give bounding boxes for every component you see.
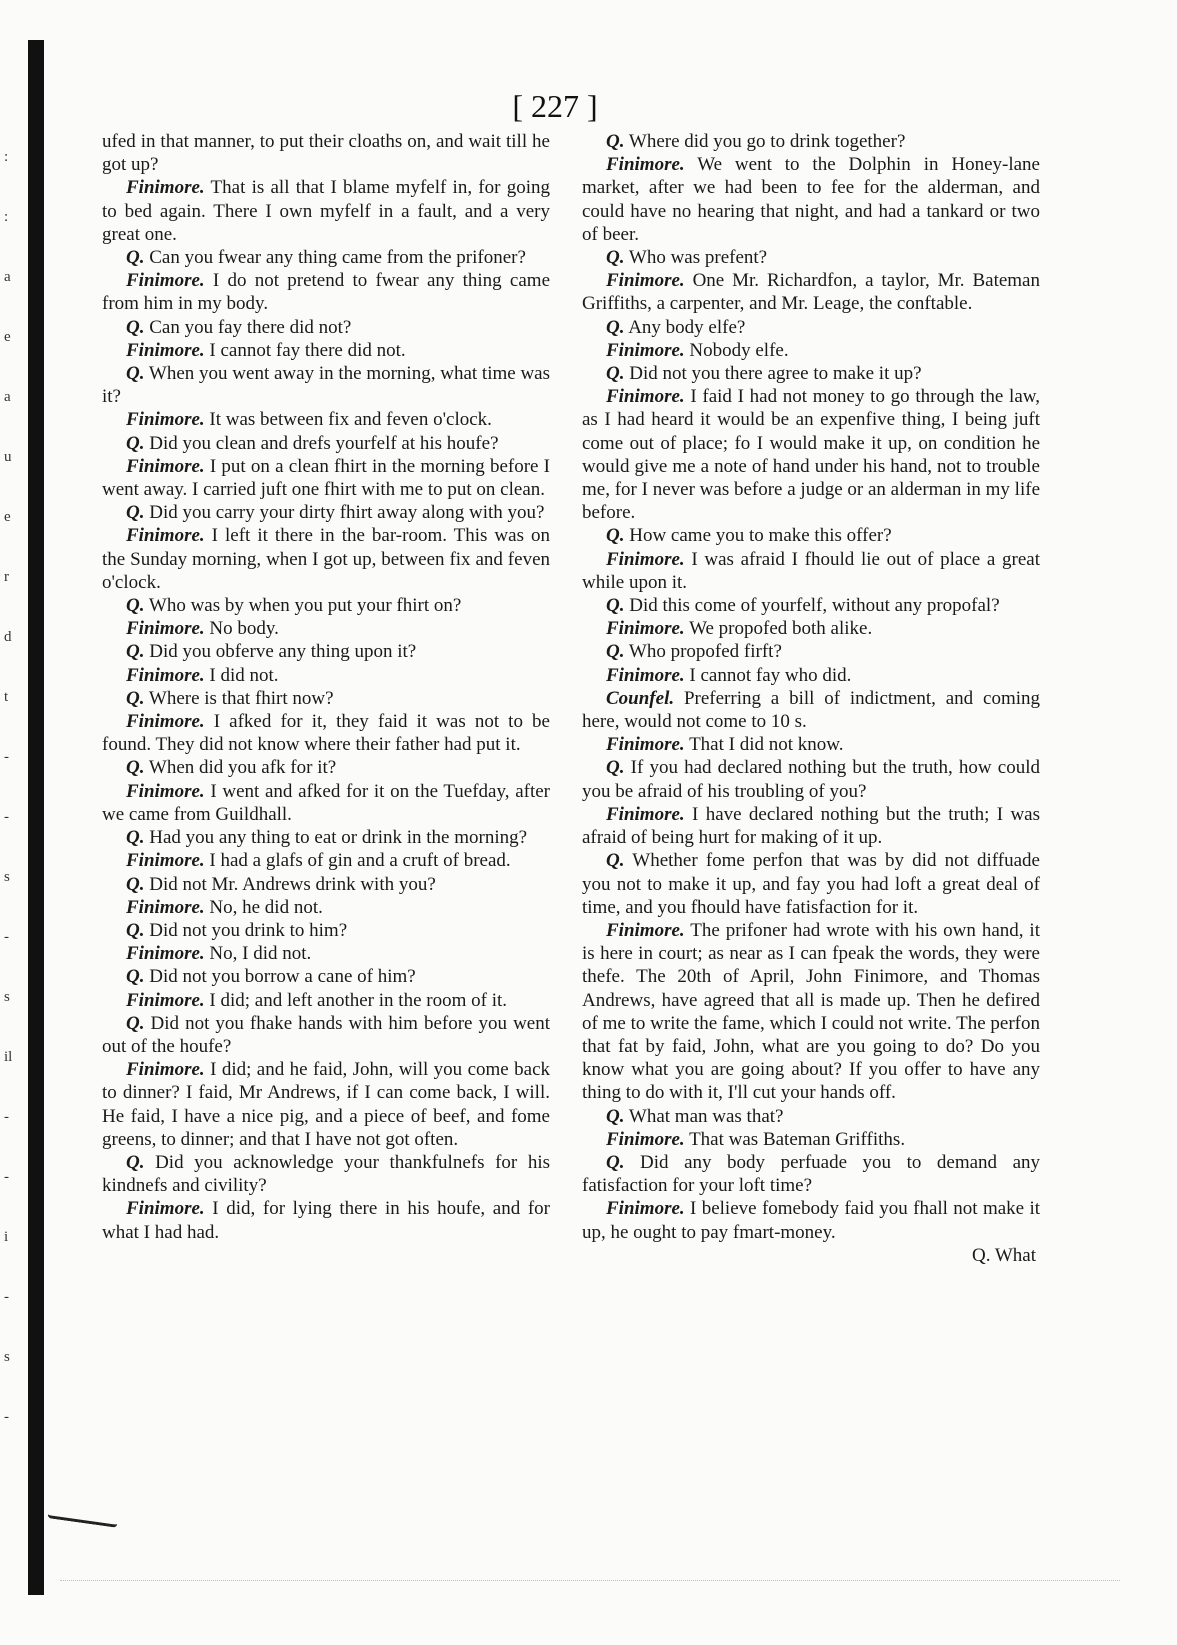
dialogue-paragraph <box>102 362 550 408</box>
speaker-label: Q. <box>126 641 145 663</box>
speaker-label: Q. <box>606 641 625 663</box>
dialogue-paragraph <box>102 919 550 942</box>
dialogue-paragraph <box>102 269 550 315</box>
speaker-label: Q. <box>606 247 625 269</box>
speaker-label: Finimore. <box>606 386 685 408</box>
dialogue-paragraph <box>102 246 550 269</box>
dialogue-text: Where is that fhirt now? <box>148 687 334 709</box>
dialogue-text: I cannot fay there did not. <box>209 339 406 361</box>
margin-fragment: s <box>4 869 10 885</box>
speaker-label: Q. <box>606 525 625 547</box>
speaker-label: Finimore. <box>126 177 205 199</box>
speaker-label: Finimore. <box>606 1128 685 1150</box>
speaker-label: Q. <box>606 1105 625 1127</box>
dialogue-text: Who propofed firft? <box>628 641 782 663</box>
margin-fragment: i <box>4 1229 9 1245</box>
speaker-label: Q. <box>126 919 145 941</box>
speaker-label: Q. <box>606 131 625 152</box>
dialogue-text: We went to the Dolphin in Honey-lane market, after we had been to fee for the alderman, and could have no hearing that night, and had a tankard or two of beer. <box>582 154 1040 245</box>
speaker-label: Q. <box>126 247 145 269</box>
dialogue-text: Can you fwear any thing came from the prifoner? <box>149 247 526 269</box>
dialogue-paragraph <box>582 316 1040 339</box>
dialogue-paragraph <box>582 548 1040 594</box>
margin-fragment: il <box>4 1049 13 1065</box>
dialogue-text: Did you obferve any thing upon it? <box>149 641 417 663</box>
dialogue-paragraph <box>102 1197 550 1243</box>
speaker-label: Q. <box>126 502 145 524</box>
speaker-label: Q. <box>126 1012 145 1034</box>
speaker-label: Finimore. <box>606 618 685 640</box>
dialogue-text: I have declared nothing but the truth; I was afraid of being hurt for making of it up. <box>582 803 1040 849</box>
dialogue-paragraph <box>102 873 550 896</box>
speaker-label: Finimore. <box>126 943 205 965</box>
speaker-label: Q. <box>606 757 625 779</box>
dialogue-text: When you went away in the morning, what time was it? <box>102 363 550 408</box>
dialogue-text: Any body elfe? <box>628 316 746 338</box>
dialogue-text: No, he did not. <box>209 896 323 918</box>
dialogue-paragraph <box>582 849 1040 919</box>
margin-fragment: a <box>4 269 11 285</box>
dialogue-paragraph <box>102 130 550 176</box>
dialogue-paragraph <box>102 849 550 872</box>
dialogue-paragraph <box>102 989 550 1012</box>
dialogue-paragraph <box>582 803 1040 849</box>
dialogue-text: Preferring a bill of indictment, and coming here, would not come to 10 s. <box>582 687 1040 733</box>
dialogue-paragraph <box>102 942 550 965</box>
speaker-label: Finimore. <box>126 455 205 477</box>
dialogue-paragraph <box>582 919 1040 1105</box>
dialogue-text: When did you afk for it? <box>148 757 337 779</box>
dialogue-paragraph <box>102 640 550 663</box>
speaker-label: Finimore. <box>126 618 205 640</box>
dialogue-paragraph <box>102 176 550 246</box>
dialogue-text: One Mr. Richardfon, a taylor, Mr. Bateman Griffiths, a carpenter, and Mr. Leage, the conftable. <box>582 270 1040 315</box>
speaker-label: Q. <box>126 757 145 779</box>
dialogue-text: ufed in that manner, to put their cloaths on, and wait till he got up? <box>102 131 550 176</box>
dialogue-paragraph <box>582 362 1040 385</box>
dialogue-paragraph <box>582 664 1040 687</box>
page-number: [ 227 ] <box>512 88 598 124</box>
dialogue-text: Did not you borrow a cane of him? <box>149 966 416 988</box>
speaker-label: Finimore. <box>126 850 205 872</box>
dialogue-paragraph <box>582 1128 1040 1151</box>
dialogue-paragraph <box>582 130 1040 153</box>
speaker-label: Finimore. <box>606 548 685 570</box>
speaker-label: Finimore. <box>606 919 685 941</box>
dialogue-paragraph <box>582 153 1040 246</box>
dialogue-text: I put on a clean fhirt in the morning before I went away. I carried juft one fhirt with me to put on clean. <box>102 455 551 501</box>
dialogue-paragraph <box>582 385 1040 524</box>
margin-fragment: e <box>4 509 11 525</box>
speaker-label: Finimore. <box>126 270 205 292</box>
margin-fragment: s <box>4 989 10 1005</box>
dialogue-text: Did any body perfuade you to demand any fatisfaction for your loft time? <box>582 1151 1041 1197</box>
bottom-print-noise <box>60 1580 1120 1599</box>
ink-scrawl <box>47 1505 118 1528</box>
dialogue-paragraph <box>102 826 550 849</box>
dialogue-paragraph <box>582 617 1040 640</box>
speaker-label: Finimore. <box>126 989 205 1011</box>
dialogue-text: The prifoner had wrote with his own hand, it is here in court; as near as I can fpeak the words, they were thefe. The 20th of April, John Finimore, and Thomas Andrews, have agreed that all is made up. Then he defired of me to write the fame, which I could not write. The perfon that fat by faid, John, what are you going to do? Do you know what you are going about? If you offer to have any thing to do with it, I'll cut your hands off. <box>582 919 1040 1104</box>
dialogue-paragraph <box>102 687 550 710</box>
dialogue-paragraph <box>582 687 1040 733</box>
dialogue-paragraph <box>102 432 550 455</box>
dialogue-text: What man was that? <box>628 1105 784 1127</box>
speaker-label: Q. <box>126 595 145 617</box>
dialogue-paragraph <box>102 339 550 362</box>
dialogue-paragraph <box>102 1012 550 1058</box>
margin-fragment: a <box>4 389 11 405</box>
dialogue-text: It was between fix and feven o'clock. <box>209 409 492 431</box>
dialogue-text: I did; and left another in the room of it. <box>209 989 507 1011</box>
margin-fragment: - <box>4 929 9 945</box>
right-column <box>582 130 1040 1267</box>
speaker-label: Finimore. <box>606 1198 685 1220</box>
speaker-label: Q. <box>126 432 145 454</box>
dialogue-paragraph <box>102 408 550 431</box>
speaker-label: Counfel. <box>606 687 675 709</box>
speaker-label: Finimore. <box>606 270 685 292</box>
speaker-label: Q. <box>126 687 145 709</box>
margin-fragment: - <box>4 1409 9 1425</box>
dialogue-text: How came you to make this offer? <box>629 525 892 547</box>
dialogue-text: I left it there in the bar-room. This was on the Sunday morning, when I got up, between fix and feven o'clock. <box>102 525 550 593</box>
dialogue-text: I afked for it, they faid it was not to be found. They did not know where their father had put it. <box>102 711 550 756</box>
catchword: Q. What <box>971 1244 1036 1266</box>
dialogue-text: I did; and he faid, John, will you come back to dinner? I faid, Mr Andrews, if I can come back, I will. He faid, I have a nice pig, and a piece of beef, and fome greens, to dinner; and that I have not got often. <box>102 1059 551 1150</box>
dialogue-text: Did you clean and drefs yourfelf at his houfe? <box>149 432 499 454</box>
speaker-label: Q. <box>606 363 625 385</box>
speaker-label: Q. <box>606 316 625 338</box>
dialogue-paragraph <box>102 501 550 524</box>
speaker-label: Q. <box>126 316 145 338</box>
dialogue-text: I went and afked for it on the Tuefday, after we came from Guildhall. <box>102 780 551 825</box>
dialogue-paragraph <box>102 524 550 594</box>
dialogue-paragraph <box>582 594 1040 617</box>
dialogue-text: No body. <box>209 618 279 640</box>
dialogue-text: Did not you fhake hands with him before you went out of the houfe? <box>102 1012 551 1057</box>
left-margin-fragments <box>0 0 26 1645</box>
dialogue-paragraph <box>582 756 1040 802</box>
dialogue-text: I faid I had not money to go through the law, as I had heard it would be an expenfive thing, I being juft come out of place; fo I would make it up, on condition he would give me a note of hand under his hand, not to trouble me, for I never was before a judge or an alderman in my life before. <box>582 386 1040 524</box>
speaker-label: Finimore. <box>126 1059 205 1081</box>
dialogue-text: Did not you there agree to make it up? <box>629 363 922 385</box>
dialogue-text: Did this come of yourfelf, without any propofal? <box>629 595 1000 617</box>
dialogue-paragraph <box>102 710 550 756</box>
speaker-label: Finimore. <box>126 525 205 547</box>
speaker-label: Finimore. <box>126 1198 205 1220</box>
dialogue-paragraph <box>102 1058 550 1151</box>
dialogue-text: That was Bateman Griffiths. <box>689 1128 906 1150</box>
speaker-label: Q. <box>126 827 145 849</box>
margin-fragment: - <box>4 1109 9 1125</box>
dialogue-text: That I did not know. <box>689 734 844 756</box>
margin-fragment: - <box>4 749 9 765</box>
dialogue-text: Did you acknowledge your thankfulnefs for his kindnefs and civility? <box>102 1151 550 1197</box>
speaker-label: Q. <box>606 850 625 872</box>
speaker-label: Finimore. <box>126 664 205 686</box>
dialogue-text: Can you fay there did not? <box>149 316 352 338</box>
dialogue-paragraph <box>582 524 1040 547</box>
margin-fragment: r <box>4 569 9 585</box>
margin-fragment: u <box>4 449 12 465</box>
dialogue-paragraph <box>582 246 1040 269</box>
speaker-label: Finimore. <box>606 734 685 756</box>
dialogue-text: Who was by when you put your fhirt on? <box>148 595 462 617</box>
margin-fragment: - <box>4 1169 9 1185</box>
margin-fragment: d <box>4 629 12 645</box>
margin-fragment: e <box>4 329 11 345</box>
dialogue-paragraph <box>102 780 550 826</box>
speaker-label: Finimore. <box>606 664 685 686</box>
dialogue-paragraph <box>102 965 550 988</box>
dialogue-paragraph <box>102 594 550 617</box>
speaker-label: Finimore. <box>606 339 685 361</box>
margin-fragment: : <box>4 149 9 165</box>
dialogue-text: Did not Mr. Andrews drink with you? <box>149 873 436 895</box>
dialogue-text: I believe fomebody faid you fhall not make it up, he ought to pay fmart-money. <box>582 1198 1041 1243</box>
dialogue-text: Did not you drink to him? <box>149 919 348 941</box>
margin-fragment: - <box>4 809 9 825</box>
dialogue-text: I do not pretend to fwear any thing came from him in my body. <box>102 270 551 315</box>
dialogue-text: Did you carry your dirty fhirt away along with you? <box>149 502 545 524</box>
dialogue-paragraph <box>582 640 1040 663</box>
page-binding-edge <box>28 40 44 1595</box>
speaker-label: Finimore. <box>606 154 685 176</box>
dialogue-text: I was afraid I fhould lie out of place a great while upon it. <box>582 548 1040 593</box>
dialogue-paragraph <box>102 1151 550 1197</box>
dialogue-text: No, I did not. <box>209 943 312 965</box>
left-column <box>102 130 550 1244</box>
dialogue-paragraph <box>582 1105 1040 1128</box>
margin-fragment: - <box>4 1289 9 1305</box>
speaker-label: Finimore. <box>126 780 205 802</box>
dialogue-text: I did not. <box>209 664 279 686</box>
dialogue-paragraph <box>582 733 1040 756</box>
margin-fragment: s <box>4 1349 10 1365</box>
dialogue-paragraph <box>582 1151 1040 1197</box>
dialogue-text: I cannot fay who did. <box>689 664 852 686</box>
dialogue-text: I had a glafs of gin and a cruft of bread. <box>209 850 511 872</box>
speaker-label: Finimore. <box>126 896 205 918</box>
speaker-label: Finimore. <box>606 803 685 825</box>
speaker-label: Finimore. <box>126 711 205 733</box>
dialogue-text: Where did you go to drink together? <box>628 131 906 152</box>
speaker-label: Finimore. <box>126 339 205 361</box>
dialogue-paragraph <box>102 617 550 640</box>
dialogue-text: Whether fome perfon that was by did not diffuade you not to make it up, and fay you had loft a great deal of time, and you fhould have fatisfaction for it. <box>582 850 1040 918</box>
dialogue-text: That is all that I blame myfelf in, for going to bed again. There I own myfelf in a fault, and a very great one. <box>102 177 550 245</box>
dialogue-text: Who was prefent? <box>628 247 768 269</box>
dialogue-paragraph <box>582 339 1040 362</box>
dialogue-paragraph <box>102 455 550 501</box>
dialogue-paragraph <box>102 664 550 687</box>
speaker-label: Q. <box>606 595 625 617</box>
speaker-label: Finimore. <box>126 409 205 431</box>
dialogue-text: Had you any thing to eat or drink in the morning? <box>149 827 528 849</box>
speaker-label: Q. <box>126 1151 145 1173</box>
dialogue-text: If you had declared nothing but the truth, how could you be afraid of his troubling of you? <box>582 757 1041 802</box>
speaker-label: Q. <box>126 966 145 988</box>
margin-fragment: t <box>4 689 9 705</box>
margin-fragment: : <box>4 209 9 225</box>
dialogue-paragraph <box>582 1197 1040 1243</box>
dialogue-paragraph <box>102 896 550 919</box>
dialogue-text: Nobody elfe. <box>689 339 789 361</box>
dialogue-paragraph <box>582 269 1040 315</box>
speaker-label: Q. <box>126 363 145 385</box>
dialogue-text: I did, for lying there in his houfe, and for what I had had. <box>102 1198 550 1243</box>
speaker-label: Q. <box>126 873 145 895</box>
dialogue-text: We propofed both alike. <box>689 618 873 640</box>
dialogue-paragraph <box>102 756 550 779</box>
dialogue-paragraph <box>102 316 550 339</box>
speaker-label: Q. <box>606 1151 625 1173</box>
